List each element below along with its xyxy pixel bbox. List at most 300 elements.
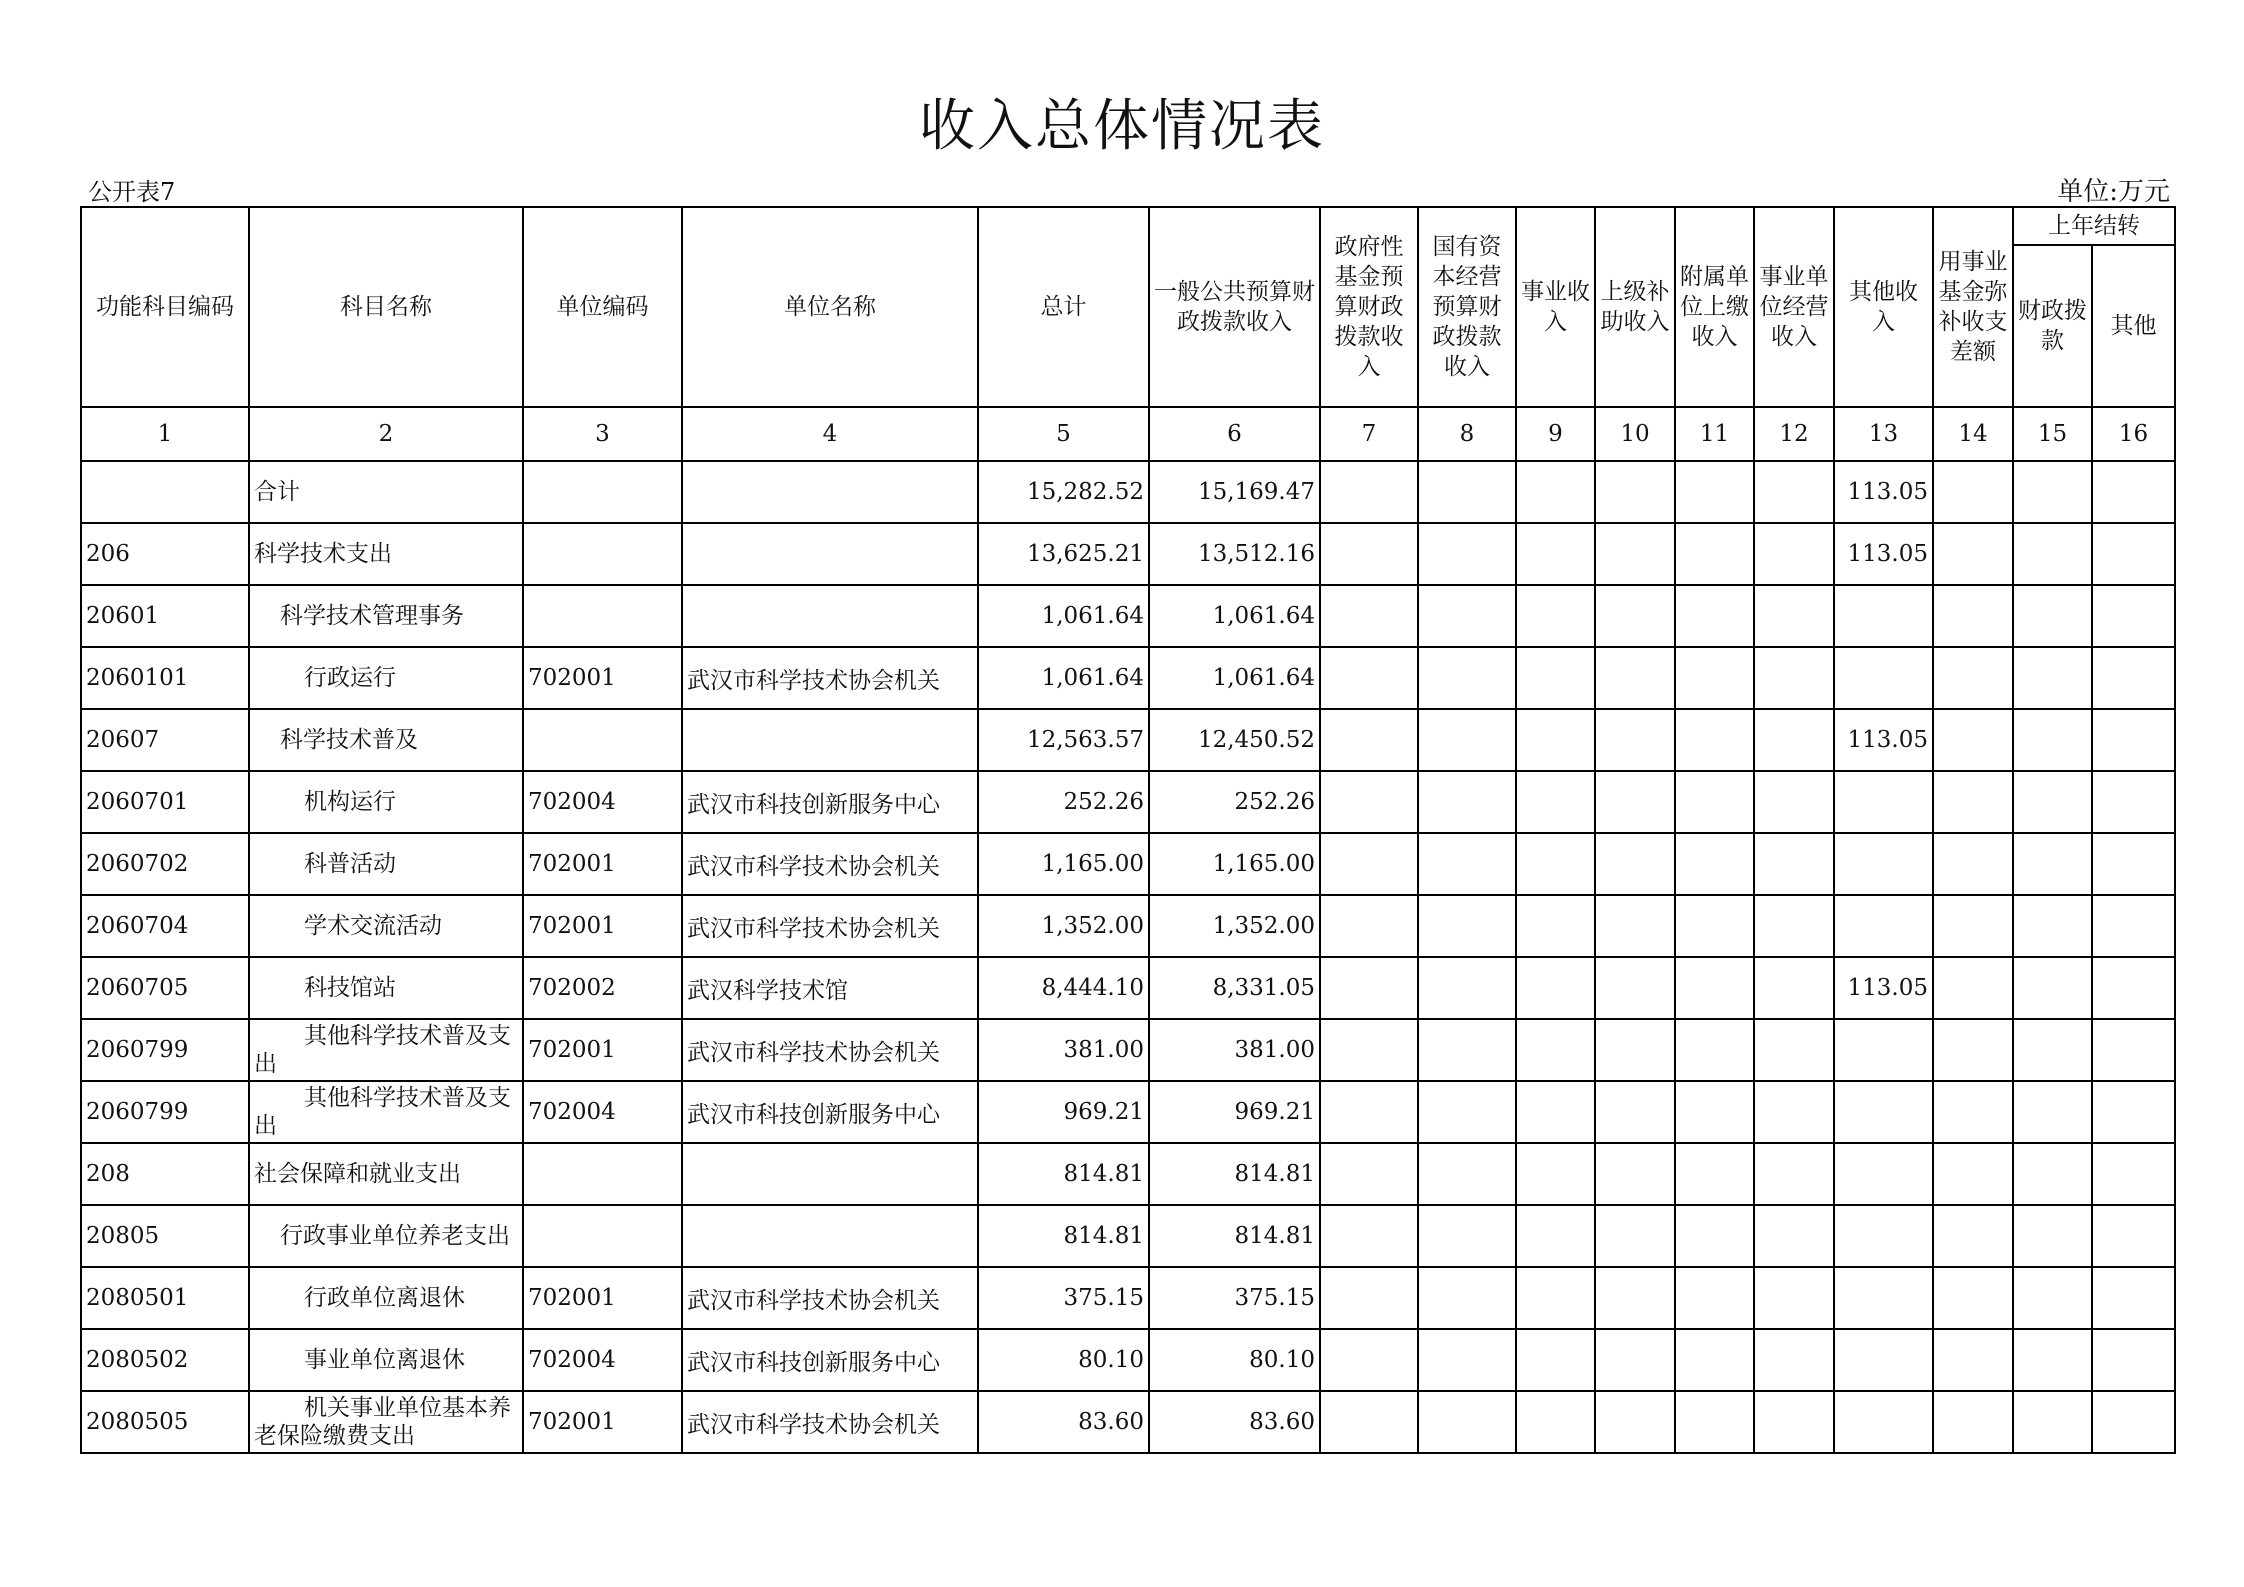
cell-subject-name: 科技馆站 bbox=[249, 957, 523, 1019]
column-number: 4 bbox=[682, 407, 978, 461]
column-number: 15 bbox=[2013, 407, 2092, 461]
cell-operating-income bbox=[1754, 585, 1834, 647]
cell-superior-subsidy bbox=[1595, 1081, 1675, 1143]
cell-func-code: 2060799 bbox=[81, 1019, 249, 1081]
cell-operating-income bbox=[1754, 647, 1834, 709]
header-unit-name: 单位名称 bbox=[682, 207, 978, 407]
cell-general-budget: 15,169.47 bbox=[1149, 461, 1320, 523]
column-number-row bbox=[81, 407, 2175, 461]
header-operating-income: 事业单位经营收入 bbox=[1754, 207, 1834, 407]
cell-superior-subsidy bbox=[1595, 647, 1675, 709]
cell-fund-balance bbox=[1933, 1329, 2013, 1391]
cell-carry-other bbox=[2092, 1329, 2175, 1391]
cell-operating-income bbox=[1754, 833, 1834, 895]
cell-state-capital bbox=[1418, 1081, 1516, 1143]
cell-state-capital bbox=[1418, 647, 1516, 709]
cell-superior-subsidy bbox=[1595, 1391, 1675, 1453]
cell-general-budget: 8,331.05 bbox=[1149, 957, 1320, 1019]
header-superior-subsidy: 上级补助收入 bbox=[1595, 207, 1675, 407]
table-row bbox=[81, 523, 2175, 585]
cell-subject-name: 科学技术普及 bbox=[249, 709, 523, 771]
header-fund-balance: 用事业基金弥补收支差额 bbox=[1933, 207, 2013, 407]
cell-unit-name: 武汉科学技术馆 bbox=[682, 957, 978, 1019]
cell-subject-name: 机构运行 bbox=[249, 771, 523, 833]
header-carryover: 上年结转 bbox=[2013, 207, 2175, 245]
cell-operating-income bbox=[1754, 771, 1834, 833]
cell-general-budget: 969.21 bbox=[1149, 1081, 1320, 1143]
cell-func-code: 2060799 bbox=[81, 1081, 249, 1143]
cell-state-capital bbox=[1418, 585, 1516, 647]
cell-affiliated-income bbox=[1675, 833, 1754, 895]
cell-unit-code: 702001 bbox=[523, 1019, 682, 1081]
cell-other-income: 113.05 bbox=[1834, 709, 1933, 771]
cell-gov-fund bbox=[1320, 1391, 1418, 1453]
cell-unit-name bbox=[682, 1205, 978, 1267]
cell-carry-fiscal bbox=[2013, 1205, 2092, 1267]
cell-general-budget: 1,061.64 bbox=[1149, 647, 1320, 709]
cell-other-income: 113.05 bbox=[1834, 957, 1933, 1019]
cell-func-code: 206 bbox=[81, 523, 249, 585]
cell-total: 12,563.57 bbox=[978, 709, 1149, 771]
header-state-capital: 国有资本经营预算财政拨款收入 bbox=[1418, 207, 1516, 407]
cell-carry-fiscal bbox=[2013, 461, 2092, 523]
cell-carry-fiscal bbox=[2013, 1019, 2092, 1081]
income-table bbox=[80, 206, 2176, 1454]
cell-gov-fund bbox=[1320, 523, 1418, 585]
cell-func-code: 2060705 bbox=[81, 957, 249, 1019]
cell-state-capital bbox=[1418, 771, 1516, 833]
cell-general-budget: 12,450.52 bbox=[1149, 709, 1320, 771]
cell-total: 8,444.10 bbox=[978, 957, 1149, 1019]
header-other-income: 其他收入 bbox=[1834, 207, 1933, 407]
cell-affiliated-income bbox=[1675, 461, 1754, 523]
header-total: 总计 bbox=[978, 207, 1149, 407]
cell-business-income bbox=[1516, 771, 1595, 833]
cell-fund-balance bbox=[1933, 585, 2013, 647]
cell-func-code bbox=[81, 461, 249, 523]
cell-superior-subsidy bbox=[1595, 957, 1675, 1019]
cell-total: 381.00 bbox=[978, 1019, 1149, 1081]
cell-unit-name: 武汉市科学技术协会机关 bbox=[682, 1391, 978, 1453]
cell-fund-balance bbox=[1933, 1143, 2013, 1205]
cell-total: 814.81 bbox=[978, 1143, 1149, 1205]
cell-subject-name: 其他科学技术普及支出 bbox=[249, 1019, 523, 1081]
cell-business-income bbox=[1516, 1081, 1595, 1143]
header-gov-fund: 政府性基金预算财政拨款收入 bbox=[1320, 207, 1418, 407]
table-row bbox=[81, 1329, 2175, 1391]
cell-total: 80.10 bbox=[978, 1329, 1149, 1391]
cell-superior-subsidy bbox=[1595, 1329, 1675, 1391]
cell-unit-code: 702004 bbox=[523, 771, 682, 833]
table-body bbox=[81, 461, 2175, 1453]
cell-operating-income bbox=[1754, 1329, 1834, 1391]
cell-business-income bbox=[1516, 647, 1595, 709]
column-number: 12 bbox=[1754, 407, 1834, 461]
cell-business-income bbox=[1516, 1019, 1595, 1081]
cell-total: 83.60 bbox=[978, 1391, 1149, 1453]
header-unit-code: 单位编码 bbox=[523, 207, 682, 407]
cell-fund-balance bbox=[1933, 647, 2013, 709]
cell-carry-other bbox=[2092, 1143, 2175, 1205]
table-row bbox=[81, 1205, 2175, 1267]
cell-other-income: 113.05 bbox=[1834, 461, 1933, 523]
cell-unit-name: 武汉市科学技术协会机关 bbox=[682, 1267, 978, 1329]
cell-general-budget: 13,512.16 bbox=[1149, 523, 1320, 585]
cell-carry-other bbox=[2092, 523, 2175, 585]
cell-operating-income bbox=[1754, 709, 1834, 771]
cell-func-code: 20607 bbox=[81, 709, 249, 771]
cell-general-budget: 814.81 bbox=[1149, 1205, 1320, 1267]
cell-business-income bbox=[1516, 833, 1595, 895]
cell-total: 1,165.00 bbox=[978, 833, 1149, 895]
cell-superior-subsidy bbox=[1595, 709, 1675, 771]
cell-func-code: 2080501 bbox=[81, 1267, 249, 1329]
cell-total: 1,352.00 bbox=[978, 895, 1149, 957]
cell-unit-name: 武汉市科技创新服务中心 bbox=[682, 1081, 978, 1143]
cell-general-budget: 375.15 bbox=[1149, 1267, 1320, 1329]
cell-state-capital bbox=[1418, 1391, 1516, 1453]
cell-func-code: 2080505 bbox=[81, 1391, 249, 1453]
cell-carry-fiscal bbox=[2013, 895, 2092, 957]
cell-business-income bbox=[1516, 709, 1595, 771]
cell-subject-name: 科学技术支出 bbox=[249, 523, 523, 585]
cell-carry-other bbox=[2092, 771, 2175, 833]
cell-unit-code: 702004 bbox=[523, 1081, 682, 1143]
cell-operating-income bbox=[1754, 461, 1834, 523]
cell-carry-other bbox=[2092, 1019, 2175, 1081]
cell-func-code: 2060704 bbox=[81, 895, 249, 957]
cell-operating-income bbox=[1754, 957, 1834, 1019]
cell-total: 814.81 bbox=[978, 1205, 1149, 1267]
cell-fund-balance bbox=[1933, 1019, 2013, 1081]
cell-carry-fiscal bbox=[2013, 1391, 2092, 1453]
cell-other-income bbox=[1834, 1391, 1933, 1453]
cell-carry-other bbox=[2092, 957, 2175, 1019]
table-row bbox=[81, 1019, 2175, 1081]
cell-other-income: 113.05 bbox=[1834, 523, 1933, 585]
cell-subject-name: 其他科学技术普及支出 bbox=[249, 1081, 523, 1143]
cell-state-capital bbox=[1418, 709, 1516, 771]
cell-affiliated-income bbox=[1675, 709, 1754, 771]
cell-operating-income bbox=[1754, 1205, 1834, 1267]
cell-operating-income bbox=[1754, 895, 1834, 957]
header-affiliated-income: 附属单位上缴收入 bbox=[1675, 207, 1754, 407]
cell-general-budget: 1,352.00 bbox=[1149, 895, 1320, 957]
cell-fund-balance bbox=[1933, 709, 2013, 771]
cell-gov-fund bbox=[1320, 771, 1418, 833]
cell-gov-fund bbox=[1320, 1143, 1418, 1205]
column-number: 14 bbox=[1933, 407, 2013, 461]
cell-other-income bbox=[1834, 1081, 1933, 1143]
cell-operating-income bbox=[1754, 1391, 1834, 1453]
cell-carry-fiscal bbox=[2013, 585, 2092, 647]
cell-state-capital bbox=[1418, 1329, 1516, 1391]
cell-fund-balance bbox=[1933, 461, 2013, 523]
cell-gov-fund bbox=[1320, 1019, 1418, 1081]
cell-carry-other bbox=[2092, 895, 2175, 957]
cell-other-income bbox=[1834, 833, 1933, 895]
cell-general-budget: 252.26 bbox=[1149, 771, 1320, 833]
cell-fund-balance bbox=[1933, 1391, 2013, 1453]
cell-carry-other bbox=[2092, 709, 2175, 771]
table-row bbox=[81, 709, 2175, 771]
cell-unit-name bbox=[682, 523, 978, 585]
cell-carry-other bbox=[2092, 833, 2175, 895]
cell-unit-code: 702001 bbox=[523, 1267, 682, 1329]
table-row bbox=[81, 833, 2175, 895]
cell-subject-name: 学术交流活动 bbox=[249, 895, 523, 957]
cell-operating-income bbox=[1754, 1081, 1834, 1143]
column-number: 5 bbox=[978, 407, 1149, 461]
cell-other-income bbox=[1834, 647, 1933, 709]
cell-unit-code: 702001 bbox=[523, 1391, 682, 1453]
cell-fund-balance bbox=[1933, 523, 2013, 585]
unit-label: 单位:万元 bbox=[2057, 177, 2170, 207]
cell-general-budget: 814.81 bbox=[1149, 1143, 1320, 1205]
table-row bbox=[81, 647, 2175, 709]
cell-carry-fiscal bbox=[2013, 1143, 2092, 1205]
cell-business-income bbox=[1516, 1267, 1595, 1329]
cell-other-income bbox=[1834, 1019, 1933, 1081]
cell-operating-income bbox=[1754, 1019, 1834, 1081]
column-number: 6 bbox=[1149, 407, 1320, 461]
cell-carry-other bbox=[2092, 647, 2175, 709]
cell-superior-subsidy bbox=[1595, 461, 1675, 523]
cell-gov-fund bbox=[1320, 461, 1418, 523]
cell-business-income bbox=[1516, 895, 1595, 957]
cell-unit-name bbox=[682, 461, 978, 523]
cell-total: 1,061.64 bbox=[978, 647, 1149, 709]
cell-other-income bbox=[1834, 1329, 1933, 1391]
cell-business-income bbox=[1516, 523, 1595, 585]
cell-func-code: 2060701 bbox=[81, 771, 249, 833]
cell-carry-fiscal bbox=[2013, 523, 2092, 585]
cell-carry-fiscal bbox=[2013, 1267, 2092, 1329]
cell-unit-name bbox=[682, 1143, 978, 1205]
cell-state-capital bbox=[1418, 1205, 1516, 1267]
cell-gov-fund bbox=[1320, 585, 1418, 647]
cell-affiliated-income bbox=[1675, 585, 1754, 647]
cell-affiliated-income bbox=[1675, 895, 1754, 957]
cell-affiliated-income bbox=[1675, 523, 1754, 585]
cell-fund-balance bbox=[1933, 895, 2013, 957]
cell-affiliated-income bbox=[1675, 771, 1754, 833]
cell-subject-name: 事业单位离退休 bbox=[249, 1329, 523, 1391]
table-number: 公开表7 bbox=[88, 178, 176, 206]
cell-superior-subsidy bbox=[1595, 1143, 1675, 1205]
cell-superior-subsidy bbox=[1595, 1205, 1675, 1267]
header-general-budget: 一般公共预算财政拨款收入 bbox=[1149, 207, 1320, 407]
cell-carry-fiscal bbox=[2013, 833, 2092, 895]
cell-subject-name: 科学技术管理事务 bbox=[249, 585, 523, 647]
cell-affiliated-income bbox=[1675, 647, 1754, 709]
cell-carry-fiscal bbox=[2013, 771, 2092, 833]
cell-unit-name: 武汉市科技创新服务中心 bbox=[682, 1329, 978, 1391]
cell-unit-name bbox=[682, 709, 978, 771]
cell-carry-fiscal bbox=[2013, 957, 2092, 1019]
column-number: 11 bbox=[1675, 407, 1754, 461]
column-number: 10 bbox=[1595, 407, 1675, 461]
cell-func-code: 20805 bbox=[81, 1205, 249, 1267]
cell-gov-fund bbox=[1320, 1329, 1418, 1391]
cell-subject-name: 机关事业单位基本养老保险缴费支出 bbox=[249, 1391, 523, 1453]
cell-state-capital bbox=[1418, 833, 1516, 895]
cell-affiliated-income bbox=[1675, 1391, 1754, 1453]
cell-total: 15,282.52 bbox=[978, 461, 1149, 523]
cell-unit-code: 702001 bbox=[523, 895, 682, 957]
cell-unit-code: 702002 bbox=[523, 957, 682, 1019]
cell-unit-code: 702001 bbox=[523, 647, 682, 709]
cell-other-income bbox=[1834, 1205, 1933, 1267]
cell-affiliated-income bbox=[1675, 1081, 1754, 1143]
cell-business-income bbox=[1516, 1143, 1595, 1205]
cell-business-income bbox=[1516, 1391, 1595, 1453]
cell-gov-fund bbox=[1320, 1267, 1418, 1329]
cell-other-income bbox=[1834, 1143, 1933, 1205]
cell-carry-other bbox=[2092, 1391, 2175, 1453]
cell-carry-other bbox=[2092, 461, 2175, 523]
header-func-code: 功能科目编码 bbox=[81, 207, 249, 407]
cell-business-income bbox=[1516, 585, 1595, 647]
cell-func-code: 2060702 bbox=[81, 833, 249, 895]
cell-fund-balance bbox=[1933, 1267, 2013, 1329]
cell-state-capital bbox=[1418, 957, 1516, 1019]
table-row bbox=[81, 957, 2175, 1019]
cell-carry-other bbox=[2092, 1205, 2175, 1267]
column-number: 1 bbox=[81, 407, 249, 461]
cell-total: 252.26 bbox=[978, 771, 1149, 833]
cell-total: 969.21 bbox=[978, 1081, 1149, 1143]
cell-business-income bbox=[1516, 1329, 1595, 1391]
cell-general-budget: 83.60 bbox=[1149, 1391, 1320, 1453]
cell-carry-fiscal bbox=[2013, 709, 2092, 771]
table-row bbox=[81, 771, 2175, 833]
cell-unit-name: 武汉市科学技术协会机关 bbox=[682, 1019, 978, 1081]
table-row bbox=[81, 1081, 2175, 1143]
cell-superior-subsidy bbox=[1595, 585, 1675, 647]
cell-superior-subsidy bbox=[1595, 1267, 1675, 1329]
cell-gov-fund bbox=[1320, 957, 1418, 1019]
column-number: 7 bbox=[1320, 407, 1418, 461]
cell-unit-code: 702001 bbox=[523, 833, 682, 895]
column-number: 9 bbox=[1516, 407, 1595, 461]
cell-subject-name: 行政运行 bbox=[249, 647, 523, 709]
cell-unit-code bbox=[523, 1143, 682, 1205]
cell-state-capital bbox=[1418, 1143, 1516, 1205]
cell-carry-other bbox=[2092, 1267, 2175, 1329]
cell-affiliated-income bbox=[1675, 957, 1754, 1019]
cell-unit-code bbox=[523, 1205, 682, 1267]
header-business-income: 事业收入 bbox=[1516, 207, 1595, 407]
cell-func-code: 2080502 bbox=[81, 1329, 249, 1391]
cell-affiliated-income bbox=[1675, 1267, 1754, 1329]
header-carry-fiscal: 财政拨款 bbox=[2013, 245, 2092, 407]
column-number: 2 bbox=[249, 407, 523, 461]
cell-unit-code bbox=[523, 585, 682, 647]
column-number: 16 bbox=[2092, 407, 2175, 461]
cell-superior-subsidy bbox=[1595, 1019, 1675, 1081]
cell-carry-fiscal bbox=[2013, 647, 2092, 709]
cell-state-capital bbox=[1418, 1019, 1516, 1081]
cell-func-code: 208 bbox=[81, 1143, 249, 1205]
cell-func-code: 20601 bbox=[81, 585, 249, 647]
cell-business-income bbox=[1516, 957, 1595, 1019]
cell-gov-fund bbox=[1320, 709, 1418, 771]
cell-state-capital bbox=[1418, 523, 1516, 585]
cell-state-capital bbox=[1418, 1267, 1516, 1329]
cell-superior-subsidy bbox=[1595, 895, 1675, 957]
table-row bbox=[81, 461, 2175, 523]
cell-general-budget: 80.10 bbox=[1149, 1329, 1320, 1391]
cell-other-income bbox=[1834, 1267, 1933, 1329]
cell-total: 375.15 bbox=[978, 1267, 1149, 1329]
header-subject-name: 科目名称 bbox=[249, 207, 523, 407]
table-row bbox=[81, 1143, 2175, 1205]
cell-affiliated-income bbox=[1675, 1019, 1754, 1081]
cell-gov-fund bbox=[1320, 833, 1418, 895]
cell-general-budget: 1,165.00 bbox=[1149, 833, 1320, 895]
cell-carry-other bbox=[2092, 585, 2175, 647]
cell-carry-other bbox=[2092, 1081, 2175, 1143]
cell-unit-name bbox=[682, 585, 978, 647]
cell-fund-balance bbox=[1933, 1081, 2013, 1143]
cell-general-budget: 1,061.64 bbox=[1149, 585, 1320, 647]
cell-other-income bbox=[1834, 585, 1933, 647]
cell-gov-fund bbox=[1320, 1205, 1418, 1267]
cell-fund-balance bbox=[1933, 771, 2013, 833]
cell-unit-name: 武汉市科学技术协会机关 bbox=[682, 895, 978, 957]
cell-business-income bbox=[1516, 1205, 1595, 1267]
cell-fund-balance bbox=[1933, 957, 2013, 1019]
cell-affiliated-income bbox=[1675, 1205, 1754, 1267]
cell-other-income bbox=[1834, 771, 1933, 833]
page-title: 收入总体情况表 bbox=[919, 94, 1325, 159]
cell-gov-fund bbox=[1320, 647, 1418, 709]
cell-superior-subsidy bbox=[1595, 833, 1675, 895]
cell-fund-balance bbox=[1933, 833, 2013, 895]
cell-carry-fiscal bbox=[2013, 1329, 2092, 1391]
cell-business-income bbox=[1516, 461, 1595, 523]
cell-subject-name: 科普活动 bbox=[249, 833, 523, 895]
cell-gov-fund bbox=[1320, 895, 1418, 957]
cell-carry-fiscal bbox=[2013, 1081, 2092, 1143]
cell-subject-name: 社会保障和就业支出 bbox=[249, 1143, 523, 1205]
header-carry-other: 其他 bbox=[2092, 245, 2175, 407]
cell-general-budget: 381.00 bbox=[1149, 1019, 1320, 1081]
cell-total: 13,625.21 bbox=[978, 523, 1149, 585]
cell-state-capital bbox=[1418, 461, 1516, 523]
column-number: 8 bbox=[1418, 407, 1516, 461]
cell-fund-balance bbox=[1933, 1205, 2013, 1267]
cell-operating-income bbox=[1754, 1143, 1834, 1205]
column-number: 13 bbox=[1834, 407, 1933, 461]
cell-state-capital bbox=[1418, 895, 1516, 957]
cell-unit-name: 武汉市科学技术协会机关 bbox=[682, 833, 978, 895]
cell-unit-code bbox=[523, 523, 682, 585]
table-row bbox=[81, 1391, 2175, 1453]
cell-subject-name: 合计 bbox=[249, 461, 523, 523]
cell-gov-fund bbox=[1320, 1081, 1418, 1143]
cell-operating-income bbox=[1754, 523, 1834, 585]
cell-operating-income bbox=[1754, 1267, 1834, 1329]
table-row bbox=[81, 895, 2175, 957]
cell-other-income bbox=[1834, 895, 1933, 957]
table-row bbox=[81, 1267, 2175, 1329]
cell-unit-name: 武汉市科学技术协会机关 bbox=[682, 647, 978, 709]
cell-func-code: 2060101 bbox=[81, 647, 249, 709]
cell-affiliated-income bbox=[1675, 1329, 1754, 1391]
cell-affiliated-income bbox=[1675, 1143, 1754, 1205]
